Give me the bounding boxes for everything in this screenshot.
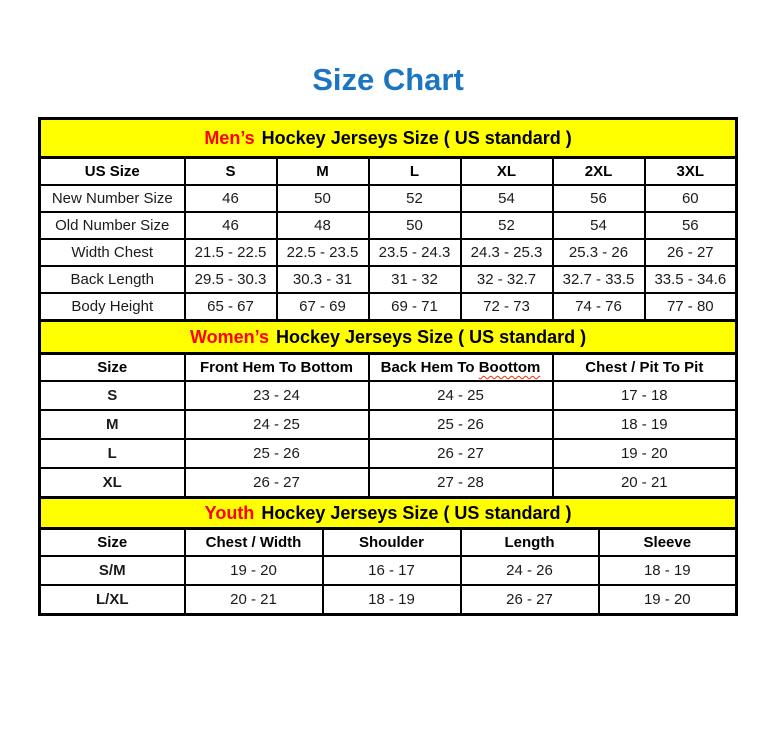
size-row <box>40 266 737 293</box>
size-row <box>40 381 737 410</box>
size-value-cell: 18 - 19 <box>553 410 737 439</box>
column-header: Front Hem To Bottom <box>185 354 369 382</box>
column-header: 3XL <box>645 158 737 186</box>
size-value-cell: 52 <box>461 212 553 239</box>
size-value-cell: 46 <box>185 185 277 212</box>
section-heading-highlight: Women’s <box>189 326 269 347</box>
row-label: M <box>40 410 185 439</box>
size-chart-table <box>38 117 738 616</box>
size-row <box>40 293 737 321</box>
section-heading-youth <box>40 498 737 529</box>
size-value-cell: 31 - 32 <box>369 266 461 293</box>
row-label: New Number Size <box>40 185 185 212</box>
size-value-cell: 29.5 - 30.3 <box>185 266 277 293</box>
size-value-cell: 24 - 26 <box>461 556 599 585</box>
section-band-youth <box>40 498 737 529</box>
size-value-cell: 56 <box>553 185 645 212</box>
header-row-mens <box>40 158 737 186</box>
size-value-cell: 48 <box>277 212 369 239</box>
size-value-cell: 18 - 19 <box>323 585 461 615</box>
size-value-cell: 54 <box>461 185 553 212</box>
size-value-cell: 19 - 20 <box>185 556 323 585</box>
size-value-cell: 26 - 27 <box>185 468 369 498</box>
section-heading-text: Hockey Jerseys Size ( US standard ) <box>256 127 572 148</box>
column-header: Sleeve <box>599 529 737 557</box>
row-label: L/XL <box>40 585 185 615</box>
row-label: Back Length <box>40 266 185 293</box>
size-value-cell: 25 - 26 <box>185 439 369 468</box>
row-label: Old Number Size <box>40 212 185 239</box>
size-row <box>40 212 737 239</box>
size-row <box>40 556 737 585</box>
size-value-cell: 19 - 20 <box>553 439 737 468</box>
column-header: Length <box>461 529 599 557</box>
header-row-youth <box>40 529 737 557</box>
size-value-cell: 50 <box>277 185 369 212</box>
column-header: 2XL <box>553 158 645 186</box>
size-value-cell: 24 - 25 <box>369 381 553 410</box>
size-value-cell: 26 - 27 <box>645 239 737 266</box>
column-header: Shoulder <box>323 529 461 557</box>
column-header: Size <box>40 354 185 382</box>
row-label: S <box>40 381 185 410</box>
page-title: Size Chart <box>312 62 464 97</box>
size-value-cell: 25.3 - 26 <box>553 239 645 266</box>
column-header: Chest / Width <box>185 529 323 557</box>
size-value-cell: 26 - 27 <box>461 585 599 615</box>
size-value-cell: 56 <box>645 212 737 239</box>
column-header: L <box>369 158 461 186</box>
section-heading-mens <box>40 119 737 158</box>
section-heading-text: Hockey Jerseys Size ( US standard ) <box>271 326 587 347</box>
size-value-cell: 52 <box>369 185 461 212</box>
row-label: S/M <box>40 556 185 585</box>
column-header: Chest / Pit To Pit <box>553 354 737 382</box>
size-value-cell: 16 - 17 <box>323 556 461 585</box>
size-value-cell: 72 - 73 <box>461 293 553 321</box>
size-value-cell: 32 - 32.7 <box>461 266 553 293</box>
size-row <box>40 585 737 615</box>
section-heading-womens <box>40 321 737 354</box>
section-heading-highlight: Youth <box>204 502 255 523</box>
size-value-cell: 20 - 21 <box>185 585 323 615</box>
column-header: S <box>185 158 277 186</box>
column-header: Size <box>40 529 185 557</box>
size-value-cell: 27 - 28 <box>369 468 553 498</box>
size-value-cell: 50 <box>369 212 461 239</box>
size-value-cell: 54 <box>553 212 645 239</box>
header-row-womens <box>40 354 737 382</box>
size-value-cell: 22.5 - 23.5 <box>277 239 369 266</box>
row-label: Width Chest <box>40 239 185 266</box>
section-band-mens <box>40 119 737 158</box>
misspelled-word: Boottom <box>478 359 541 376</box>
size-value-cell: 74 - 76 <box>553 293 645 321</box>
size-value-cell: 46 <box>185 212 277 239</box>
section-band-womens <box>40 321 737 354</box>
size-row <box>40 185 737 212</box>
section-heading-text: Hockey Jerseys Size ( US standard ) <box>256 502 572 523</box>
size-row <box>40 468 737 498</box>
size-value-cell: 18 - 19 <box>599 556 737 585</box>
size-value-cell: 17 - 18 <box>553 381 737 410</box>
size-value-cell: 25 - 26 <box>369 410 553 439</box>
size-value-cell: 24.3 - 25.3 <box>461 239 553 266</box>
size-value-cell: 67 - 69 <box>277 293 369 321</box>
column-header: US Size <box>40 158 185 186</box>
size-value-cell: 33.5 - 34.6 <box>645 266 737 293</box>
row-label: XL <box>40 468 185 498</box>
size-value-cell: 24 - 25 <box>185 410 369 439</box>
size-value-cell: 32.7 - 33.5 <box>553 266 645 293</box>
size-value-cell: 21.5 - 22.5 <box>185 239 277 266</box>
size-chart-body <box>40 119 737 615</box>
section-heading-highlight: Men’s <box>204 127 255 148</box>
row-label: L <box>40 439 185 468</box>
size-chart-container <box>38 117 776 616</box>
size-value-cell: 60 <box>645 185 737 212</box>
size-row <box>40 439 737 468</box>
size-value-cell: 26 - 27 <box>369 439 553 468</box>
size-value-cell: 69 - 71 <box>369 293 461 321</box>
size-value-cell: 20 - 21 <box>553 468 737 498</box>
size-value-cell: 30.3 - 31 <box>277 266 369 293</box>
column-header: Back Hem To Boottom <box>369 354 553 382</box>
size-value-cell: 23.5 - 24.3 <box>369 239 461 266</box>
size-value-cell: 23 - 24 <box>185 381 369 410</box>
size-value-cell: 19 - 20 <box>599 585 737 615</box>
size-value-cell: 65 - 67 <box>185 293 277 321</box>
size-row <box>40 239 737 266</box>
row-label: Body Height <box>40 293 185 321</box>
column-header: XL <box>461 158 553 186</box>
size-value-cell: 77 - 80 <box>645 293 737 321</box>
size-row <box>40 410 737 439</box>
column-header: M <box>277 158 369 186</box>
